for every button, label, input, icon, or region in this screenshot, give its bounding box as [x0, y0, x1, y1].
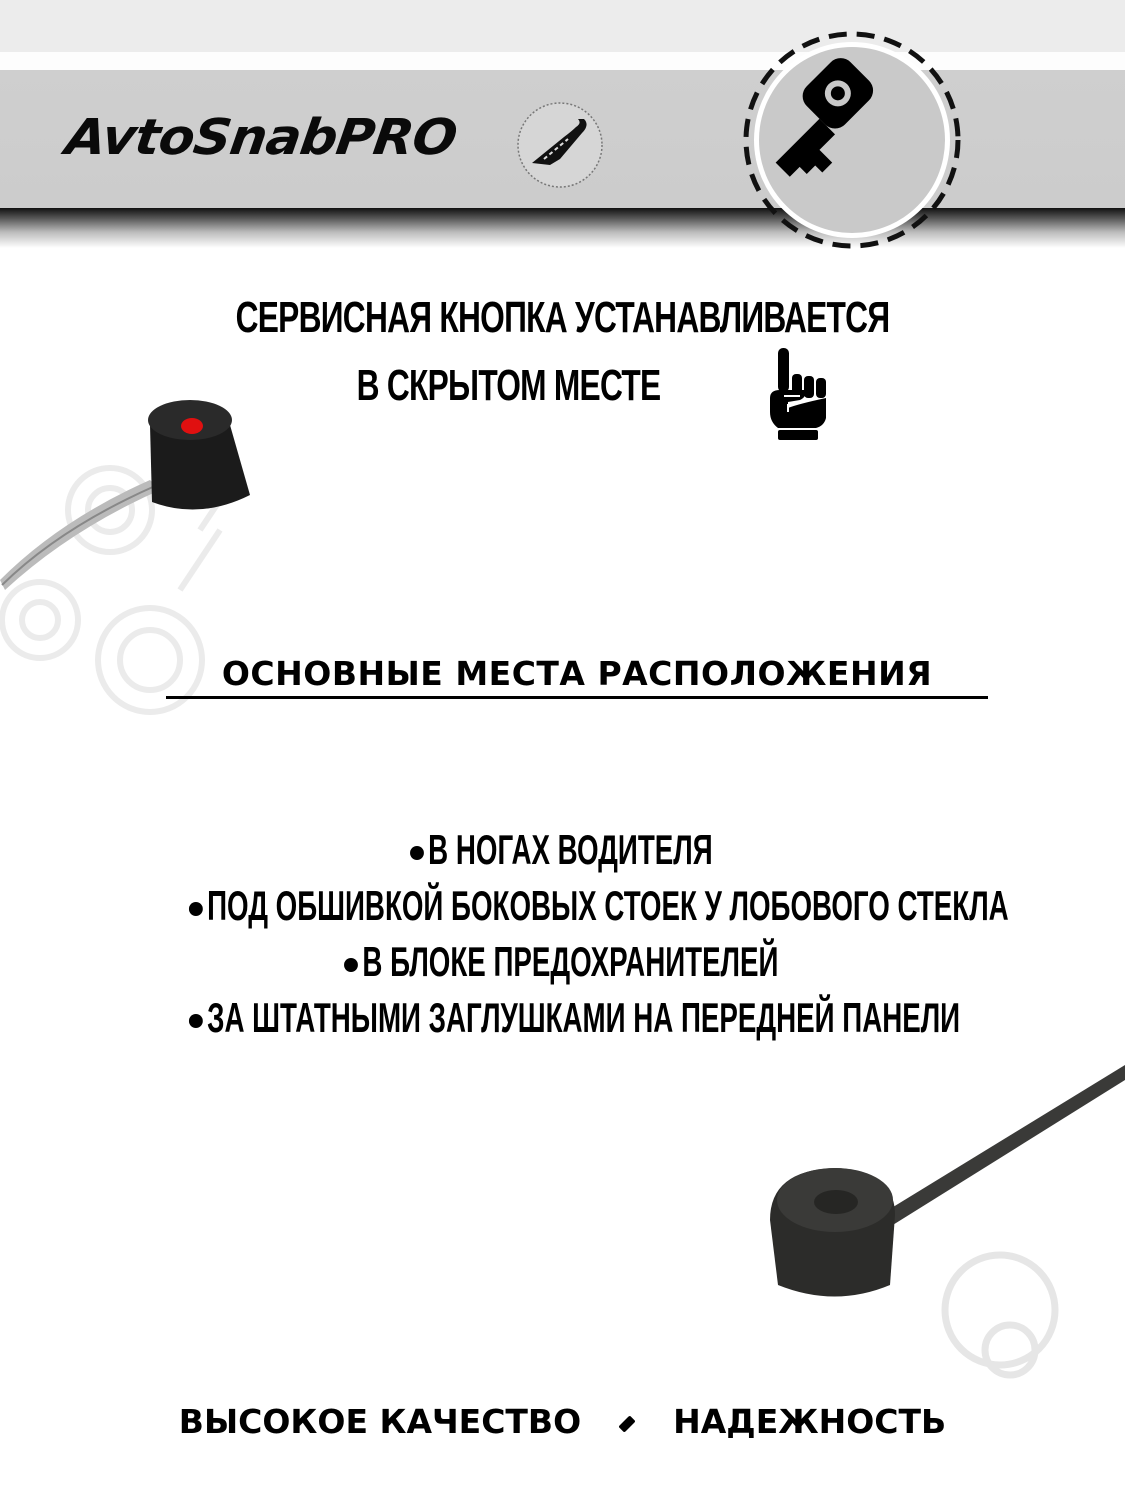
pointing-hand-icon — [764, 346, 836, 442]
title-line-2: В СКРЫТОМ МЕСТЕ — [356, 361, 661, 410]
key-icon — [740, 28, 965, 253]
footer-reliability: НАДЕЖНОСТЬ — [673, 1402, 947, 1441]
footer-quality: ВЫСОКОЕ КАЧЕСТВО — [178, 1402, 582, 1441]
list-item: В НОГАХ ВОДИТЕЛЯ — [191, 822, 934, 878]
bullet-icon — [344, 958, 358, 972]
footer-tagline — [0, 1402, 1125, 1441]
diamond-separator-icon — [619, 1415, 636, 1432]
section-heading: ОСНОВНЫЕ МЕСТА РАСПОЛОЖЕНИЯ — [221, 654, 933, 693]
brand-logo: AvtoSnabPRO — [61, 109, 461, 167]
bullet-icon — [189, 1014, 203, 1028]
bullet-icon — [410, 846, 424, 860]
locations-list — [0, 822, 1125, 1046]
heading-underline — [166, 696, 988, 699]
bullet-icon — [189, 902, 203, 916]
service-button-black-image — [740, 1050, 1125, 1390]
title-line-1: СЕРВИСНАЯ КНОПКА УСТАНАВЛИВАЕТСЯ — [235, 293, 890, 342]
list-item: В БЛОКЕ ПРЕДОХРАНИТЕЛЕЙ — [191, 934, 934, 990]
list-item: ПОД ОБШИВКОЙ БОКОВЫХ СТОЕК У ЛОБОВОГО СТЕКЛА — [191, 878, 934, 934]
list-item: ЗА ШТАТНЫМИ ЗАГЛУШКАМИ НА ПЕРЕДНЕЙ ПАНЕЛИ — [191, 990, 934, 1046]
road-icon — [512, 97, 608, 193]
